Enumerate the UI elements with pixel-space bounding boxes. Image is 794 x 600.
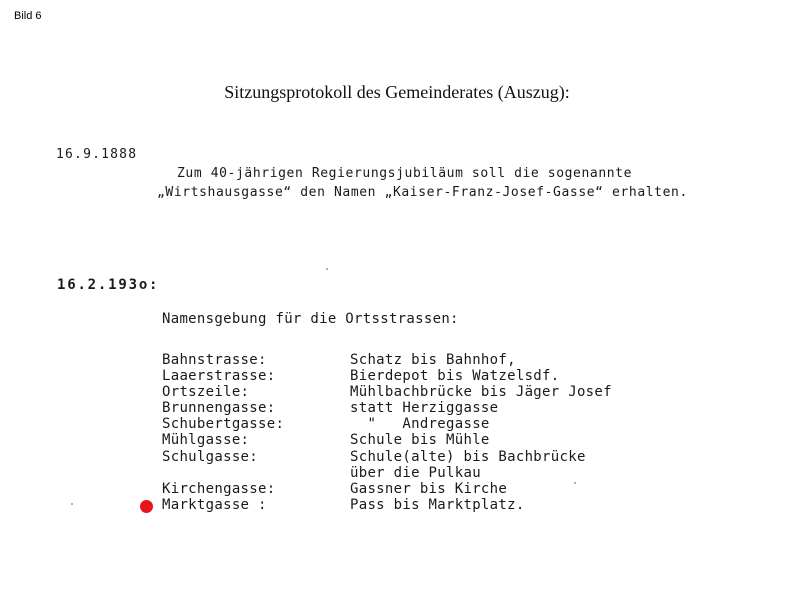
street-row-continuation xyxy=(162,465,662,481)
street-row xyxy=(162,352,662,368)
street-name: Schulgasse: xyxy=(162,449,259,465)
street-description: Mühlbachbrücke bis Jäger Josef xyxy=(350,384,612,400)
street-description: Bierdepot bis Watzelsdf. xyxy=(350,368,560,384)
street-name: Laaerstrasse: xyxy=(162,368,276,384)
street-name: Marktgasse : xyxy=(162,497,267,513)
street-row xyxy=(162,432,662,448)
naming-heading: Namensgebung für die Ortsstrassen: xyxy=(162,311,459,327)
street-row xyxy=(162,481,662,497)
street-name: Kirchengasse: xyxy=(162,481,276,497)
street-row xyxy=(162,368,662,384)
street-name: Brunnengasse: xyxy=(162,400,276,416)
street-row xyxy=(162,400,662,416)
street-description: Gassner bis Kirche xyxy=(350,481,508,497)
figure-label: Bild 6 xyxy=(14,10,42,22)
street-name: Bahnstrasse: xyxy=(162,352,267,368)
street-description: Schule(alte) bis Bachbrücke xyxy=(350,449,586,465)
street-row xyxy=(162,449,662,465)
page-title: Sitzungsprotokoll des Gemeinderates (Auszug): xyxy=(224,82,570,102)
entry-text-line-2: „Wirtshausgasse“ den Namen „Kaiser-Franz-Josef-Gasse“ erhalten. xyxy=(157,185,688,200)
street-row xyxy=(162,384,662,400)
street-description: Pass bis Marktplatz. xyxy=(350,497,525,513)
paper-speck xyxy=(326,268,328,270)
red-dot-marker xyxy=(140,500,153,513)
street-description: statt Herziggasse xyxy=(350,400,499,416)
street-name: Ortszeile: xyxy=(162,384,250,400)
street-description: über die Pulkau xyxy=(350,465,481,481)
street-description: " Andregasse xyxy=(350,416,490,432)
street-name: Mühlgasse: xyxy=(162,432,250,448)
street-row xyxy=(162,416,662,432)
paper-speck xyxy=(71,503,73,505)
street-name: Schubertgasse: xyxy=(162,416,285,432)
entry-date-1930: 16.2.193o: xyxy=(57,277,160,293)
street-row-highlighted xyxy=(162,497,662,513)
entry-date-1888: 16.9.1888 xyxy=(56,147,138,162)
street-description: Schule bis Mühle xyxy=(350,432,490,448)
entry-text-line-1: Zum 40-jährigen Regierungsjubiläum soll die sogenannte xyxy=(177,166,633,181)
street-description: Schatz bis Bahnhof, xyxy=(350,352,516,368)
